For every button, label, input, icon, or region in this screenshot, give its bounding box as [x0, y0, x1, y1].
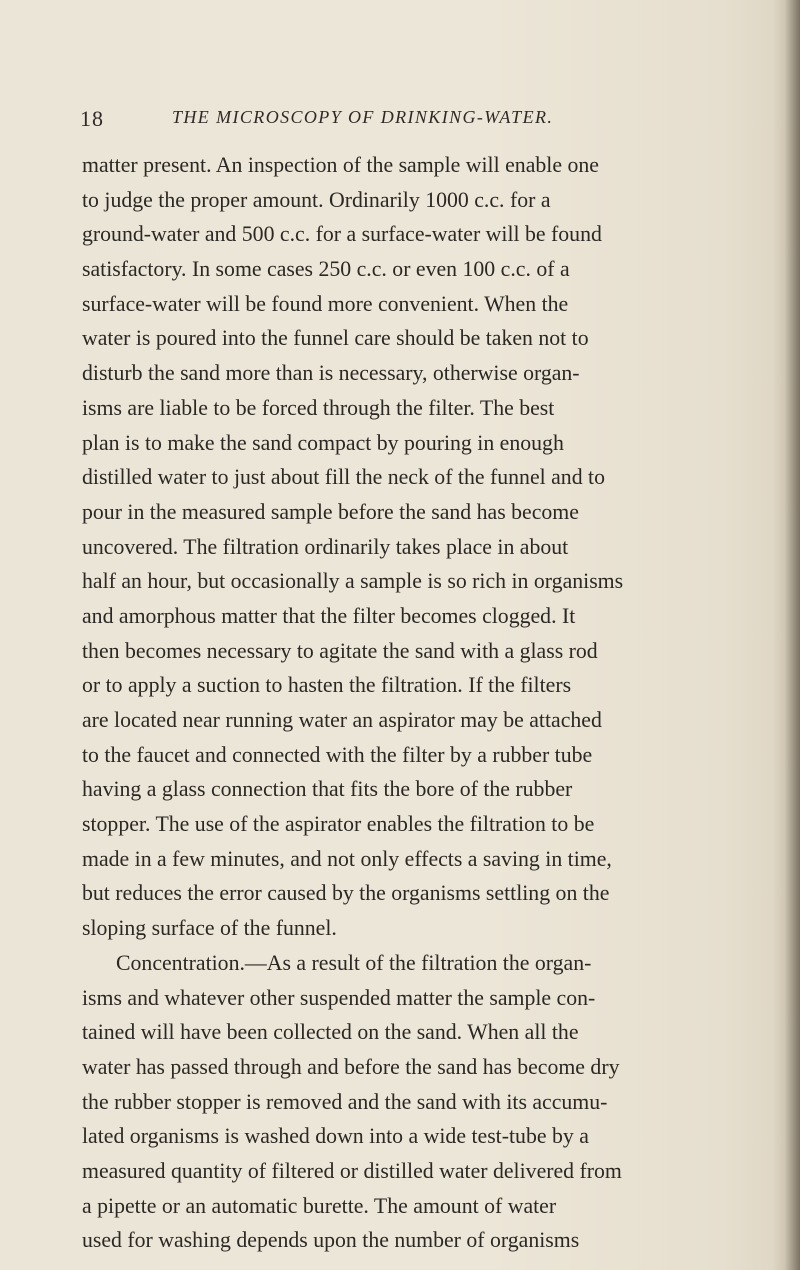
text-line: surface-water will be found more convenient. When the [82, 291, 569, 316]
text-line: or to apply a suction to hasten the filtration. If the filters [82, 673, 572, 698]
text-line: water is poured into the funnel care should be taken not to [82, 326, 589, 351]
text-line: having a glass connection that fits the bore of the rubber [82, 777, 573, 802]
page-number: 18 [80, 106, 104, 131]
text-line: the rubber stopper is removed and the sand with its accumu- [82, 1089, 608, 1114]
text-line: then becomes necessary to agitate the sand with a glass rod [82, 638, 598, 663]
text-line: isms are liable to be forced through the filter. The best [82, 395, 555, 420]
text-line: stopper. The use of the aspirator enables the filtration to be [82, 812, 595, 837]
text-line: uncovered. The filtration ordinarily takes place in about [82, 534, 569, 559]
text-line: to the faucet and connected with the filter by a rubber tube [82, 742, 593, 767]
section-heading-line: Concentration.—As a result of the filtration the organ- [116, 950, 592, 975]
text-line: satisfactory. In some cases 250 c.c. or even 100 c.c. of a [82, 257, 570, 282]
text-line: a pipette or an automatic burette. The amount of water [82, 1193, 557, 1218]
page-header [80, 106, 720, 136]
text-line: made in a few minutes, and not only effects a saving in time, [82, 846, 612, 871]
text-line: lated organisms is washed down into a wide test-tube by a [82, 1124, 589, 1149]
text-line: water has passed through and before the sand has become dry [82, 1054, 620, 1079]
text-line: sloping surface of the funnel. [82, 916, 337, 941]
text-line: matter present. An inspection of the sample will enable one [82, 153, 599, 177]
text-line: half an hour, but occasionally a sample is so rich in organisms [82, 569, 624, 594]
text-line: are located near running water an aspirator may be attached [82, 708, 602, 732]
text-line: isms and whatever other suspended matter the sample con- [82, 985, 596, 1010]
text-line: tained will have been collected on the sand. When all the [82, 1020, 579, 1045]
text-line: measured quantity of filtered or distilled water delivered from [82, 1158, 622, 1183]
text-line: distilled water to just about fill the neck of the funnel and to [82, 465, 605, 490]
page-edge-shadow [772, 0, 800, 1270]
running-title: THE MICROSCOPY OF DRINKING-WATER. [172, 107, 554, 127]
text-line: used for washing depends upon the number of organisms [82, 1228, 580, 1253]
text-line: but reduces the error caused by the organisms settling on the [82, 881, 610, 906]
text-line: ground-water and 500 c.c. for a surface-water will be found [82, 222, 602, 247]
text-line: plan is to make the sand compact by pouring in enough [82, 430, 564, 455]
body-text [82, 148, 782, 1258]
text-line: disturb the sand more than is necessary, otherwise organ- [82, 361, 580, 386]
text-line: and amorphous matter that the filter becomes clogged. It [82, 603, 576, 628]
text-line: pour in the measured sample before the sand has become [82, 499, 579, 524]
text-line: to judge the proper amount. Ordinarily 1000 c.c. for a [82, 187, 551, 212]
